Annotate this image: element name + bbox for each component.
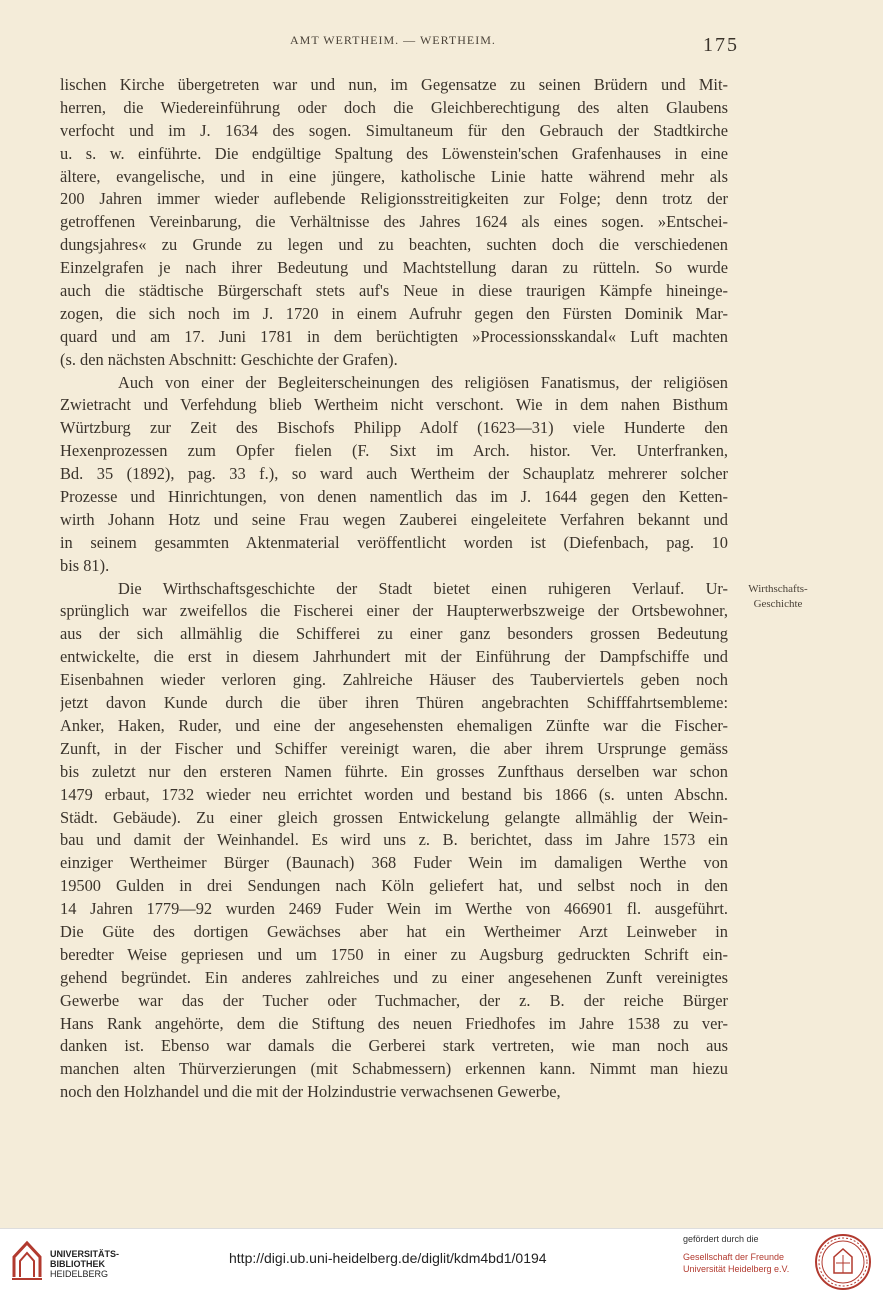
sponsor-label: gefördert durch die — [683, 1234, 759, 1244]
text-line: 1479 erbaut, 1732 wieder neu errichtet worden und bestand bis 1866 (s. unten Abschn. — [60, 784, 728, 804]
text-line: Gewerbe war das der Tucher oder Tuchmacher, der z. B. der reiche Bürger — [60, 990, 728, 1010]
text-line: Die Güte des dortigen Gewächses aber hat ein Wertheimer Arzt Leinweber in — [60, 921, 728, 941]
text-line: danken ist. Ebenso war damals die Gerberei stark vertreten, wie man noch aus — [60, 1036, 728, 1056]
text-line: u. s. w. einführte. Die endgültige Spaltung des Löwenstein'schen Grafenhauses in eine — [60, 143, 728, 163]
text-line: wirth Johann Hotz und seine Frau wegen Zauberei eingeleitete Verfahren bekannt und — [60, 509, 728, 529]
text-line: jetzt davon Kunde durch die über ihren Thüren angebrachten Schifffahrtsembleme: — [60, 693, 728, 713]
text-line: einziger Wertheimer Bürger (Baunach) 368 Fuder Wein im damaligen Werthe von — [60, 853, 728, 873]
text-line: verfocht und im J. 1634 des sogen. Simultaneum für den Gebrauch der Stadtkirche — [60, 120, 728, 140]
text-line: in seinem gesammten Aktenmaterial veröffentlicht worden ist (Diefenbach, pag. 10 — [60, 532, 728, 552]
text-line: 200 Jahren immer wieder auflebende Religionsstreitigkeiten zur Folge; denn trotz der — [60, 189, 728, 209]
text-line: getroffenen Vereinbarung, die Verhältnisse des Jahres 1624 als eines sogen. »Entschei- — [60, 212, 728, 232]
text-line: manchen alten Thürverzierungen (mit Schabmessern) erkennen kann. Nimmt man hiezu — [60, 1059, 728, 1079]
sponsor-name-line: Universität Heidelberg e.V. — [683, 1264, 790, 1274]
library-logo-icon[interactable] — [10, 1237, 44, 1283]
text-line: Eisenbahnen wieder verloren ging. Zahlreiche Häuser des Tauberviertels geben noch — [60, 670, 728, 690]
text-line: Auch von einer der Begleiterscheinungen des religiösen Fanatismus, der religiösen — [118, 372, 728, 392]
text-line: Hans Rank angehörte, dem die Stiftung des neuen Friedhofes im Jahre 1538 zu ver- — [60, 1013, 728, 1033]
text-line: Prozesse und Hinrichtungen, von denen namentlich das im J. 1644 gegen den Ketten- — [60, 487, 728, 507]
margin-note-line: Wirthschafts- — [748, 583, 808, 595]
text-line: gehend begründet. Ein anderes zahlreiches und zu einer angesehenen Zunft vereinigtes — [60, 967, 728, 987]
text-line: 14 Jahren 1779—92 wurden 2469 Fuder Wein im Werthe von 466901 fl. ausgeführt. — [60, 899, 728, 919]
margin-note — [738, 582, 818, 612]
text-line: Zwietracht und Verfehdung blieb Wertheim nicht verschont. Wie in dem nahen Bisthum — [60, 395, 728, 415]
text-line: bau und damit der Weinhandel. Es wird uns z. B. berichtet, dass im Jahre 1573 ein — [60, 830, 728, 850]
text-line: entwickelte, die erst in diesem Jahrhundert mit der Einführung der Dampfschiffe und — [60, 647, 728, 667]
university-seal-icon — [814, 1233, 872, 1291]
text-line: dungsjahres« zu Grunde zu legen und zu beachten, suchten doch die verschiedenen — [60, 235, 728, 255]
text-line: noch den Holzhandel und die mit der Holzindustrie verwachsenen Gewerbe, — [60, 1082, 561, 1102]
text-line: herren, die Wiedereinführung oder doch die Gleichberechtigung des alten Glaubens — [60, 97, 728, 117]
text-line: Einzelgrafen je nach ihrer Bedeutung und Machtstellung daran zu rütteln. So wurde — [60, 258, 728, 278]
sponsor-name-line: Gesellschaft der Freunde — [683, 1252, 785, 1262]
text-line: Würtzburg zur Zeit des Bischofs Philipp Adolf (1623—31) viele Hunderte den — [60, 418, 728, 438]
text-line: auch die städtische Bürgerschaft stets auf's Neue in diese traurigen Kämpfe hineinge- — [60, 281, 728, 301]
text-line: Hexenprozessen zum Opfer fielen (F. Sixt im Arch. histor. Ver. Unterfranken, — [60, 441, 728, 461]
margin-note-line: Geschichte — [753, 598, 803, 610]
text-line: zogen, die sich noch im J. 1720 in einem Aufruhr gegen den Fürsten Dominik Mar- — [60, 303, 728, 323]
library-name-line: UNIVERSITÄTS- — [50, 1249, 120, 1259]
library-name[interactable] — [50, 1249, 119, 1279]
text-line: sprünglich war zweifellos die Fischerei einer der Haupterwerbszweige der Ortsbewohner, — [60, 601, 728, 621]
page-number: 175 — [703, 34, 739, 56]
body-text — [60, 74, 728, 1104]
footer-bar — [0, 1228, 883, 1293]
text-line: beredter Weise gepriesen und um 1750 in einer zu Augsburg gedruckten Schrift ein- — [60, 944, 728, 964]
text-line: Zunft, in der Fischer und Schiffer vereinigt waren, die aber ihrem Ursprunge gemäss — [60, 738, 728, 758]
running-header: AMT WERTHEIM. — WERTHEIM. — [290, 33, 496, 47]
text-line: Bd. 35 (1892), pag. 33 f.), so ward auch Wertheim der Schauplatz mehrerer solcher — [60, 464, 728, 484]
text-line: ältere, evangelische, und in eine jüngere, katholische Linie hatte während mehr als — [60, 166, 728, 186]
text-line: bis zuletzt nur den ersteren Namen führte. Ein grosses Zunfthaus derselben war schon — [60, 761, 728, 781]
permalink-url[interactable]: http://digi.ub.uni-heidelberg.de/diglit/kdm4bd1/0194 — [229, 1250, 547, 1266]
library-name-line: HEIDELBERG — [50, 1269, 109, 1279]
text-line: aus der sich allmählig die Schifferei zu einer ganz besonders grossen Bedeutung — [60, 624, 728, 644]
library-name-line: BIBLIOTHEK — [50, 1259, 105, 1269]
text-line: Die Wirthschaftsgeschichte der Stadt bietet einen ruhigeren Verlauf. Ur- — [118, 578, 728, 598]
text-line: bis 81). — [60, 555, 110, 575]
text-line: Anker, Haken, Ruder, und eine der angesehensten ehemaligen Zünfte war die Fischer- — [60, 715, 728, 735]
sponsor-name[interactable] — [683, 1251, 789, 1275]
text-line: lischen Kirche übergetreten war und nun, im Gegensatze zu seinen Brüdern und Mit- — [60, 75, 728, 94]
text-line: (s. den nächsten Abschnitt: Geschichte der Grafen). — [60, 349, 398, 369]
text-line: quard und am 17. Juni 1781 in dem berüchtigten »Processionsskandal« Luft machten — [60, 326, 728, 346]
text-line: Städt. Gebäude). Zu einer gleich grossen Entwickelung gelangte allmählig der Wein- — [60, 807, 728, 827]
text-line: 19500 Gulden in drei Sendungen nach Köln geliefert hat, und selbst noch in den — [60, 876, 728, 896]
